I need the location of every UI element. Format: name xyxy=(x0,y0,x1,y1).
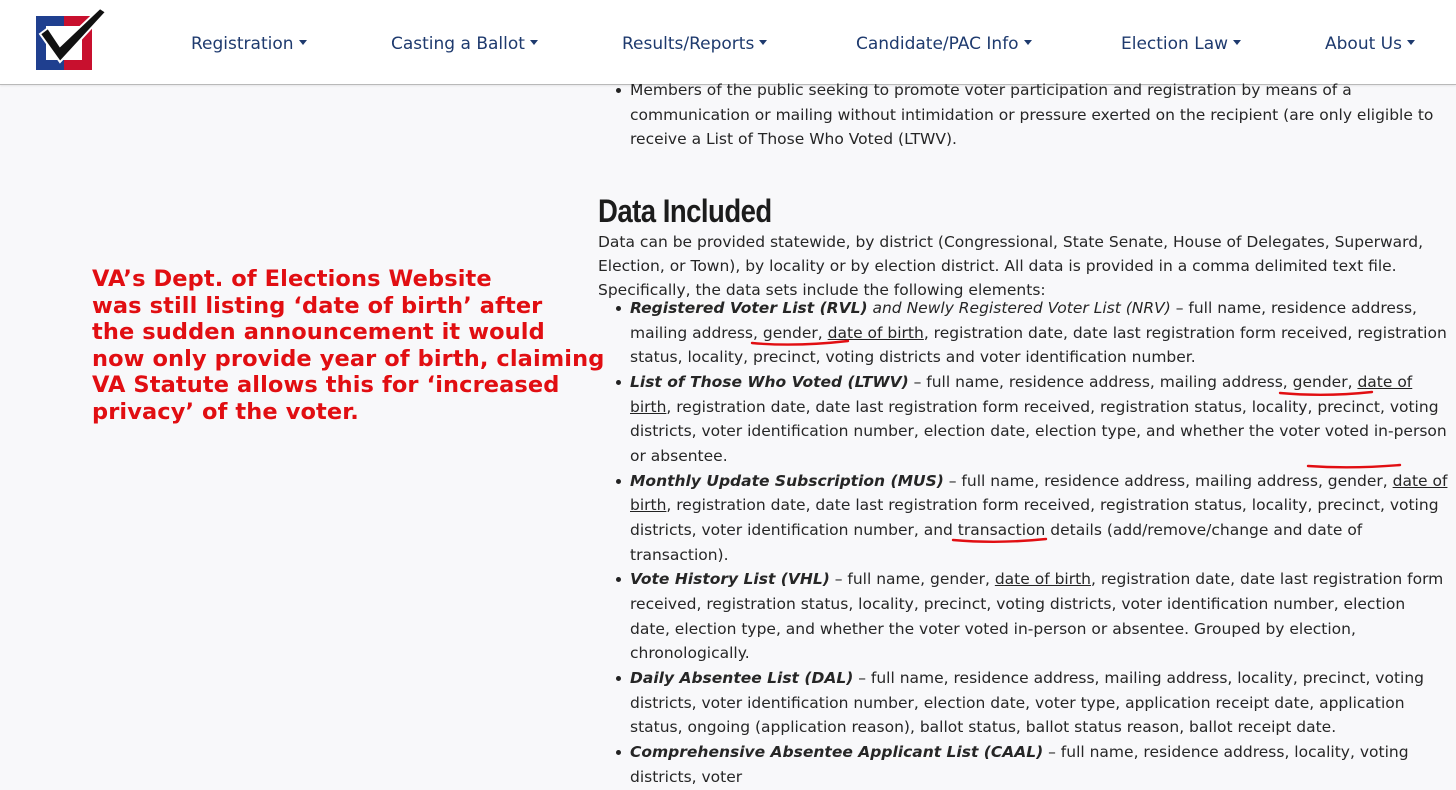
list-item xyxy=(598,666,1448,740)
list-item xyxy=(598,296,1448,370)
list-text: – full name, residence address, mailing address, gender, xyxy=(908,373,1358,392)
caret-down-icon xyxy=(1407,40,1415,45)
nav-label: Results/Reports xyxy=(622,34,755,54)
list-text: – full name, gender, xyxy=(829,570,995,589)
list-term: Monthly Update Subscription (MUS) xyxy=(630,471,944,490)
list-item xyxy=(598,469,1448,567)
nav-registration[interactable] xyxy=(191,34,307,58)
list-term-extra: and Newly Registered Voter List (NRV) xyxy=(867,299,1171,317)
eligibility-list xyxy=(598,78,1448,152)
nav-casting-a-ballot[interactable] xyxy=(391,34,538,58)
list-text: – full name, residence address, mailing address, gender, xyxy=(630,299,1417,342)
list-text: – full name, residence address, mailing address, locality, precinct, voting districts, voter identification number, election date, voter type, application receipt date, application status, ongoing (application reason), ballot status, ballot status reason, ballot receipt date. xyxy=(630,669,1424,737)
caret-down-icon xyxy=(1233,40,1241,45)
nav-candidate-pac-info[interactable] xyxy=(856,34,1032,58)
list-term: Daily Absentee List (DAL) xyxy=(630,669,854,688)
caret-down-icon xyxy=(1024,40,1032,45)
list-term: List of Those Who Voted (LTWV) xyxy=(630,373,909,392)
annotation-line: now only provide year of birth, claiming xyxy=(92,345,605,372)
section-heading: Data Included xyxy=(598,192,772,229)
nav-label: Registration xyxy=(191,34,294,54)
caret-down-icon xyxy=(530,40,538,45)
date-of-birth-link[interactable]: date of birth xyxy=(994,570,1092,589)
list-term: Vote History List (VHL) xyxy=(630,570,830,589)
annotation-line: VA Statute allows this for ‘increased xyxy=(92,372,560,398)
annotation-line: privacy’ of the voter. xyxy=(92,398,359,425)
list-text: , registration date, date last registration form received, registration status, locality, precinct, voting districts, voter identification number, election date, election type, and whether the voter voted in-person or absentee. xyxy=(630,397,1447,465)
list-item xyxy=(598,567,1448,665)
date-of-birth-link[interactable]: date of birth xyxy=(827,323,924,342)
list-text: – full name, residence address, mailing address, gender, xyxy=(943,471,1393,490)
nav-results-reports[interactable] xyxy=(622,34,767,58)
annotation-note xyxy=(92,266,605,425)
date-of-birth-link[interactable]: date of birth xyxy=(630,471,1448,515)
list-text: , registration date, date last registration form received, registration status, locality, precinct, voting districts, voter identification number, and transaction details (add/remove/change and date of transaction). xyxy=(630,496,1439,564)
annotation-line: VA’s Dept. of Elections Website xyxy=(92,266,492,292)
nav-label: Election Law xyxy=(1121,34,1229,54)
list-item xyxy=(598,370,1448,468)
data-sets-list xyxy=(598,296,1448,790)
date-of-birth-link[interactable]: date of birth xyxy=(630,373,1413,416)
list-text: – full name, residence address, locality, voting districts, voter xyxy=(630,743,1409,786)
list-text: , registration date, date last registration form received, registration status, locality, precinct, voting districts and voter identification number. xyxy=(630,323,1447,367)
caret-down-icon xyxy=(759,40,767,45)
nav-election-law[interactable] xyxy=(1121,34,1241,58)
list-item: Members of the public seeking to promote voter participation and registration by means of a communication or mailing without intimidation or pressure exerted on the recipient (are only eligible to receive a List of Those Who Voted (LTWV). xyxy=(598,78,1448,152)
intro-paragraph: Data can be provided statewide, by district (Congressional, State Senate, House of Delegates, Superward, Election, or Town), by locality or by election district. All data is provided in a comma delimited text file. Specifically, the data sets include the following elements: xyxy=(598,232,1424,300)
nav-label: Candidate/PAC Info xyxy=(856,34,1019,54)
list-item xyxy=(598,740,1448,789)
nav-label: About Us xyxy=(1325,34,1402,54)
annotation-line: was still listing ‘date of birth’ after xyxy=(92,292,543,319)
nav-label: Casting a Ballot xyxy=(391,34,525,54)
site-header xyxy=(0,0,1456,85)
list-term: Registered Voter List (RVL) xyxy=(630,299,868,317)
nav-about-us[interactable] xyxy=(1325,34,1415,58)
caret-down-icon xyxy=(299,40,307,45)
list-term: Comprehensive Absentee Applicant List (CAAL) xyxy=(630,743,1044,762)
list-text: , registration date, date last registration form received, registration status, locality, precinct, voting districts, voter identification number, election date, election type, and whether the voter voted in-person or absentee. Grouped by election, chronologically. xyxy=(630,570,1444,663)
annotation-line: the sudden announcement it would xyxy=(92,319,545,345)
checkmark-ballot-logo-icon[interactable] xyxy=(28,4,110,72)
